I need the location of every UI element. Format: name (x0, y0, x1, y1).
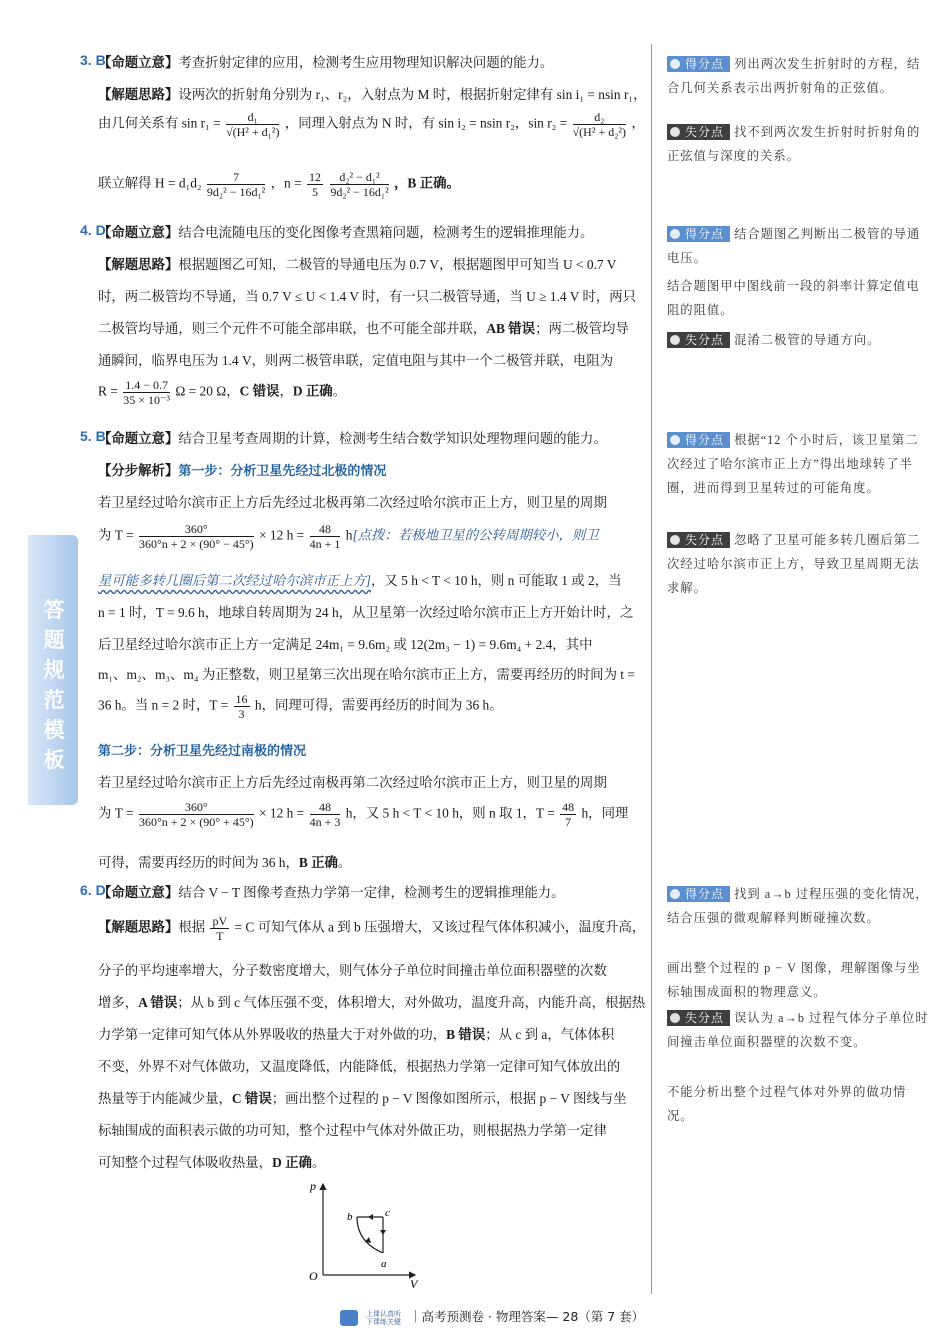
text-line: 不变，外界不对气体做功，又温度降低，内能降低，根据热力学第一定律可知气体放出的 (98, 1059, 621, 1074)
score-note: 得分点 结合题图乙判断出二极管的导通电压。 (667, 227, 921, 265)
text-line: 标轴围成的面积表示做的功可知，整个过程中气体对外做正功，则根据热力学第一定律 (98, 1123, 607, 1138)
label-v: V (410, 1277, 418, 1290)
question-number: 3. B (80, 52, 106, 68)
score-note-extra: 结合题图甲中图线前一段的斜率计算定值电阻的阻值。 (667, 279, 920, 317)
get-points-tag: 得分点 (667, 886, 730, 902)
text-line: 根据题图乙可知，二极管的导通电压为 0.7 V，根据题图甲可知当 U < 0.7 V (178, 257, 617, 272)
side-tab-label: 答题规范模板 (43, 598, 65, 772)
tip-note: [点拨：若极地卫星的公转周期较小，则卫 (352, 527, 599, 543)
formula-line: 由几何关系有 sin r₁ = $\frac{\text{d₁}}{\text{√(H² + d₁²)}}$ ，同理入射点为 N 时，有 sin i₂ = nsin r₂，sin r₂ = $\frac{\text{d₂}}{\text{√(H² + d₂²)}}$ ， (98, 110, 645, 139)
question-number: 4. D (80, 222, 106, 238)
formula-line: R = $\frac{1.4 - 0.7}{\text{35 × 10⁻³}}$ Ω = 20 Ω，C 错误，D 正确。 (98, 378, 347, 407)
pv-diagram (305, 1180, 435, 1290)
question-number: 6. D (80, 882, 106, 898)
text-line: 设两次的折射角分别为 r₁、r₂，入射点为 M 时，根据折射定律有 sin i₁ = nsin r₁， (178, 87, 647, 102)
lose-note: 失分点 忽略了卫星可能多转几圈后第二次经过哈尔滨市正上方，导致卫星周期无法求解。 (667, 533, 921, 595)
text-line: 力学第一定律可知气体从外界吸收的热量大于对外做的功，B 错误；从 c 到 a，气体体积 (98, 1027, 615, 1042)
text-line: 分子的平均速率增大，分子数密度增大，则气体分子单位时间撞击单位面积器壁的次数 (98, 963, 607, 978)
brand-slogan: 上课认真听 下课练关键 (365, 1309, 401, 1326)
formula-line: 联立解得 H = d₁d₂ $\frac{7}{\text{9d₂² − 16d₁²}}$ ，n = $\frac{12}{5}$ $\frac{\text{d₂² − d₁²}}{\text{9d₂² − 16d₁²}}$ ，B 正确。 (98, 170, 460, 199)
text-line: 结合卫星考查周期的计算，检测考生结合数学知识处理物理问题的能力。 (178, 431, 607, 446)
text-line: 若卫星经过哈尔滨市正上方后先经过北极再第二次经过哈尔滨市正上方，则卫星的周期 (98, 495, 607, 510)
text-line: 可得，需要再经历的时间为 36 h，B 正确。 (98, 855, 352, 870)
brand-logo-icon (340, 1310, 358, 1326)
text-line: 热量等于内能减少量，C 错误；画出整个过程的 p − V 图像如图所示，根据 p − V 图线与坐 (98, 1091, 627, 1106)
text-line: 若卫星经过哈尔滨市正上方后先经过南极再第二次经过哈尔滨市正上方，则卫星的周期 (98, 775, 607, 790)
lose-points-tag: 失分点 (667, 1010, 730, 1026)
lose-points-tag: 失分点 (667, 532, 730, 548)
text-line: 时，两二极管均不导通，当 0.7 V ≤ U < 1.4 V 时，有一只二极管导通，当 U ≥ 1.4 V 时，两只 (98, 289, 637, 304)
process-ab (357, 1217, 383, 1253)
text-line: 考查折射定律的应用，检测考生应用物理知识解决问题的能力。 (178, 55, 554, 70)
text-line: 二极管均导通，则三个元件不可能全部串联，也不可能全部并联，AB 错误；两二极管均导 (98, 321, 629, 336)
label-p: p (310, 1180, 316, 1193)
formula-line: 为 T = $\frac{360^\circ}{360^\circ n + 2 \times (90^\circ - 45^\circ)}$ × 12 h = $\frac{48}{4n + 1}$ h[点拨：若极地卫星的公转周期较小，则卫 (98, 522, 599, 551)
formula-line: 【解题思路】根据 $\frac{pV}{T}$ = C 可知气体从 a 到 b 压强增大，又该过程气体体积减小，温度升高， (98, 914, 646, 943)
lose-points-tag: 失分点 (667, 332, 730, 348)
step-heading: 第一步：分析卫星先经过北极的情况 (178, 463, 387, 478)
tag-label: 【命题立意】 (98, 55, 179, 70)
text-line: 通瞬间，临界电压为 1.4 V，则两二极管串联，定值电阻与其中一个二极管并联，电阻为 (98, 353, 614, 368)
label-a: a (381, 1258, 387, 1270)
score-note-extra: 画出整个过程的 p − V 图像，理解图像与坐标轴围成面积的物理意义。 (667, 961, 921, 999)
lose-note: 失分点 误认为 a→b 过程气体分子单位时间撞击单位面积器壁的次数不变。 (667, 1011, 929, 1049)
tag-label: 【解题思路】 (98, 87, 179, 102)
page-footer (340, 1307, 644, 1326)
side-tab (28, 535, 78, 805)
footer-text: ｜高考预测卷 · 物理答案— 28（第 7 套） (408, 1309, 645, 1324)
lose-note: 失分点 找不到两次发生折射时折射角的正弦值与深度的关系。 (667, 125, 921, 163)
get-points-tag: 得分点 (667, 56, 730, 72)
text-line: 星可能多转几圈后第二次经过哈尔滨市正上方]，又 5 h < T < 10 h，则 n 可能取 1 或 2，当 (98, 573, 622, 588)
label-o: O (309, 1269, 318, 1283)
label-b: b (347, 1211, 353, 1223)
text-line: 结合 V − T 图像考查热力学第一定律，检测考生的逻辑推理能力。 (178, 885, 565, 900)
text-line: n = 1 时，T = 9.6 h，地球自转周期为 24 h，从卫星第一次经过哈尔滨市正上方开始计时，之 (98, 605, 634, 620)
score-note: 得分点 列出两次发生折射时的方程，结合几何关系表示出两折射角的正弦值。 (667, 57, 921, 95)
text-line: 增多，A 错误；从 b 到 c 气体压强不变，体积增大，对外做功，温度升高，内能升高，根据热 (98, 995, 646, 1010)
text-line: m₁、m₂、m₃、m₄ 为正整数，则卫星第三次出现在哈尔滨市正上方，需要再经历的时间为 t = (98, 667, 635, 682)
score-note: 得分点 根据“12 个小时后，该卫星第二次经过了哈尔滨市正上方”得出地球转了半圈，进而得到卫星转过的可能角度。 (667, 433, 919, 495)
tag-label: 【解题思路】 (98, 257, 179, 272)
label-c: c (385, 1207, 390, 1219)
tag-label: 【命题立意】 (98, 431, 179, 446)
question-number: 5. B (80, 428, 106, 444)
get-points-tag: 得分点 (667, 432, 730, 448)
lose-note-extra: 不能分析出整个过程气体对外界的做功情况。 (667, 1085, 907, 1123)
lose-points-tag: 失分点 (667, 124, 730, 140)
text-line: 后卫星经过哈尔滨市正上方一定满足 24m₁ = 9.6m₂ 或 12(2m₃ − 1) = 9.6m₄ + 2.4，其中 (98, 637, 593, 652)
tag-label: 【命题立意】 (98, 885, 179, 900)
tag-label: 【分步解析】 (98, 463, 179, 478)
lose-note: 失分点 混淆二极管的导通方向。 (667, 328, 929, 352)
formula-line: 36 h。当 n = 2 时，T = $\frac{16}{3}$ h，同理可得，需要再经历的时间为 36 h。 (98, 692, 503, 721)
step-heading: 第二步：分析卫星先经过南极的情况 (98, 743, 307, 758)
text-line: 结合电流随电压的变化图像考查黑箱问题，检测考生的逻辑推理能力。 (178, 225, 594, 240)
score-note: 得分点 找到 a→b 过程压强的变化情况，结合压强的微观解释判断碰撞次数。 (667, 887, 929, 925)
formula-line: 为 T = $\frac{360^\circ}{360^\circ n + 2 \times (90^\circ + 45^\circ)}$ × 12 h = $\frac{48}{4n + 3}$ h，又 5 h < T < 10 h，则 n 取 1，T = $\frac{48}{7}$ h，同理 (98, 800, 629, 829)
tag-label: 【命题立意】 (98, 225, 179, 240)
column-divider (651, 44, 652, 1294)
get-points-tag: 得分点 (667, 226, 730, 242)
text-line: 可知整个过程气体吸收热量，D 正确。 (98, 1155, 326, 1170)
